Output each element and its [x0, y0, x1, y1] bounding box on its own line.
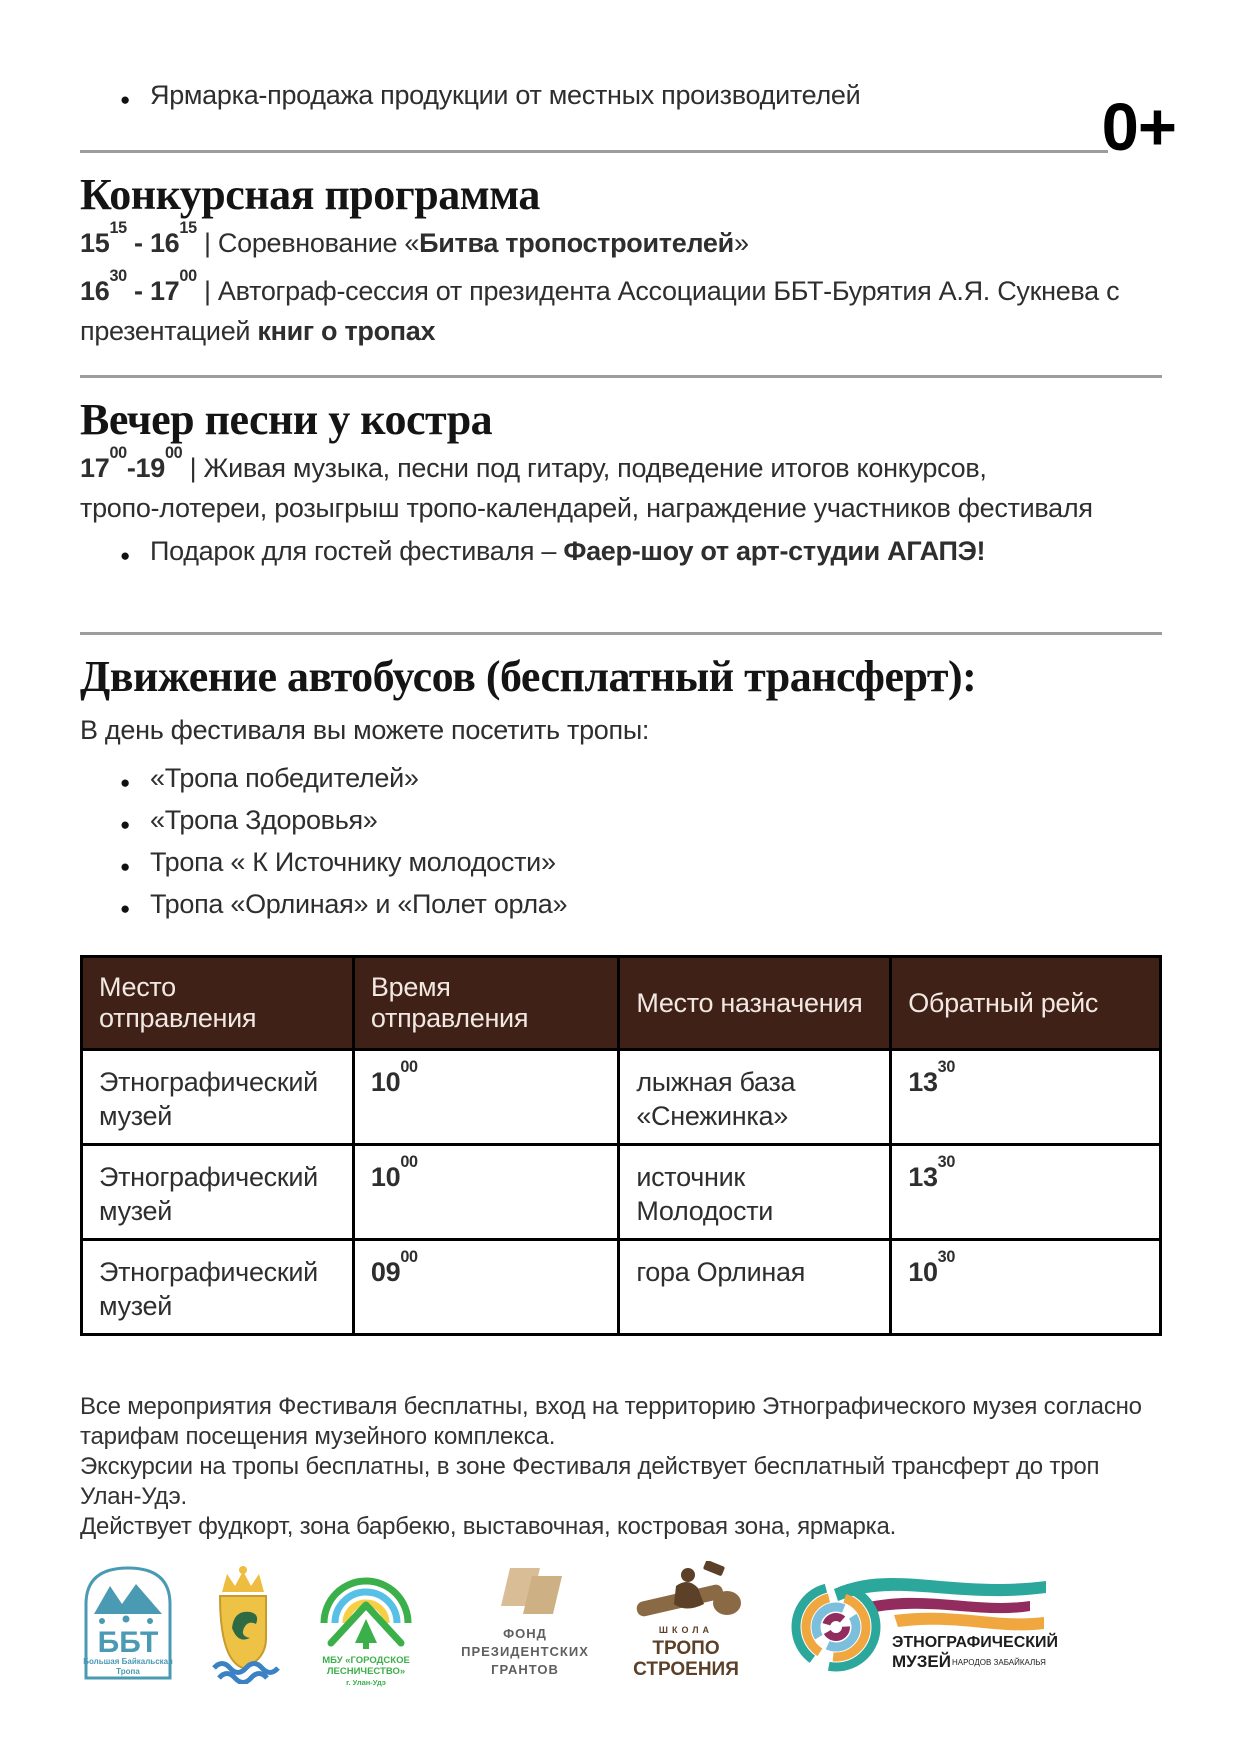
note-free-entry: Все мероприятия Фестиваля бесплатны, вход на территорию Этнографического музея согласно тарифам посещения музейного комплекса.	[80, 1393, 1142, 1450]
cell-return-trip: $10^{30}$	[891, 1240, 1161, 1335]
market-bullet-list	[80, 78, 1162, 112]
list-item	[120, 761, 1162, 795]
trail-building-school-logo	[628, 1561, 746, 1685]
presidential-grants-fund-logo	[450, 1562, 600, 1684]
trail-name: Тропа «Орлиная» и «Полет орла»	[150, 889, 568, 919]
cell-departure-place: Этнографический музей	[82, 1240, 354, 1335]
ulan-ude-coat-of-arms	[204, 1562, 282, 1684]
cell-return-trip: $13^{30}$	[891, 1145, 1161, 1240]
trail-name: «Тропа Здоровья»	[150, 805, 378, 835]
bus-schedule-table	[80, 955, 1162, 1336]
cell-destination: источник Молодости	[619, 1145, 891, 1240]
bbt-logo	[80, 1562, 176, 1684]
col-header-departure-time: Время отправления	[353, 957, 618, 1050]
cell-departure-time: $10^{00}$	[353, 1050, 618, 1145]
trail-name: «Тропа победителей»	[150, 763, 419, 793]
museum-caption-line2: МУЗЕЙ	[892, 1652, 951, 1671]
table-row	[82, 1145, 1161, 1240]
col-header-destination: Место назначения	[619, 957, 891, 1050]
table-row	[82, 1050, 1161, 1145]
forestry-caption-line2: ЛЕСНИЧЕСТВО»	[326, 1666, 406, 1677]
col-header-departure-place: Место отправления	[82, 957, 354, 1050]
campfire-bullet-list	[80, 534, 1162, 568]
trails-list	[80, 761, 1162, 921]
fund-caption-line2: ПРЕЗИДЕНТСКИХ	[461, 1644, 589, 1659]
list-item	[120, 534, 1162, 568]
museum-caption-line3: НАРОДОВ ЗАБАЙКАЛЬЯ	[952, 1658, 1046, 1667]
section-divider	[80, 632, 1162, 635]
school-caption-line1: ШКОЛА	[658, 1625, 714, 1635]
bbt-caption-line2: Тропа	[116, 1667, 140, 1676]
school-caption-line2: ТРОПО	[652, 1638, 720, 1659]
partner-logos-row	[80, 1558, 1162, 1688]
note-free-transfer: Экскурсии на тропы бесплатны, в зоне Фестиваля действует бесплатный трансферт до троп Улан-Удэ.	[80, 1453, 1100, 1510]
section-divider	[80, 150, 1108, 153]
buses-intro-text: В день фестиваля вы можете посетить тропы:	[80, 715, 650, 745]
list-item	[120, 78, 1162, 112]
campfire-event-1: $17^{00}-19^{00}$ | Живая музыка, песни под гитару, подведение итогов конкурсов, тропо-лотереи, розыгрыш тропо-календарей, награждение участников фестиваля	[80, 444, 1093, 523]
campfire-section-title: Вечер песни у костра	[80, 395, 493, 444]
fund-caption-line1: ФОНД	[503, 1626, 547, 1641]
buses-section-title: Движение автобусов (бесплатный трансферт):	[80, 652, 977, 701]
list-item	[120, 845, 1162, 879]
cell-destination: лыжная база «Снежинка»	[619, 1050, 891, 1145]
city-forestry-logo	[310, 1559, 422, 1687]
table-row	[82, 1240, 1161, 1335]
note-foodcourt: Действует фудкорт, зона барбекю, выставочная, костровая зона, ярмарка.	[80, 1513, 897, 1540]
contest-event-2: $16^{30} - 17^{00}$ | Автограф-сессия от президента Ассоциации ББТ-Бурятия А.Я. Сукнева с презентацией книг о тропах	[80, 267, 1120, 346]
contest-event-1: $15^{15} - 16^{15}$ | Соревнование «Битва тропостроителей»	[80, 219, 749, 258]
cell-departure-time: $09^{00}$	[353, 1240, 618, 1335]
footer-notes	[80, 1392, 1162, 1542]
cell-departure-place: Этнографический музей	[82, 1145, 354, 1240]
list-item	[120, 887, 1162, 921]
cell-departure-time: $10^{00}$	[353, 1145, 618, 1240]
forestry-caption-line1: МБУ «ГОРОДСКОЕ	[322, 1655, 410, 1666]
age-rating-badge: 0+	[1101, 90, 1176, 165]
table-header-row	[82, 957, 1161, 1050]
list-item	[120, 803, 1162, 837]
section-divider	[80, 375, 1162, 378]
school-caption-line3: СТРОЕНИЯ	[633, 1659, 739, 1680]
fund-caption-line3: ГРАНТОВ	[491, 1662, 559, 1677]
cell-return-trip: $13^{30}$	[891, 1050, 1161, 1145]
col-header-return-trip: Обратный рейс	[891, 957, 1161, 1050]
bbt-caption-line1: Большая Байкальская	[83, 1657, 173, 1666]
cell-departure-place: Этнографический музей	[82, 1050, 354, 1145]
museum-caption-line1: ЭТНОГРАФИЧЕСКИЙ	[892, 1634, 1059, 1651]
forestry-caption-line3: г. Улан-Удэ	[346, 1678, 386, 1687]
market-bullet-text: Ярмарка-продажа продукции от местных производителей	[150, 80, 861, 110]
bbt-abbr-text: ББТ	[97, 1626, 159, 1659]
campfire-gift-text: Подарок для гостей фестиваля – Фаер-шоу от арт-студии АГАПЭ!	[150, 536, 986, 566]
trail-name: Тропа « К Источнику молодости»	[150, 847, 556, 877]
ethnographic-museum-logo	[774, 1561, 1066, 1685]
cell-destination: гора Орлиная	[619, 1240, 891, 1335]
contest-section-title: Конкурсная программа	[80, 170, 540, 219]
